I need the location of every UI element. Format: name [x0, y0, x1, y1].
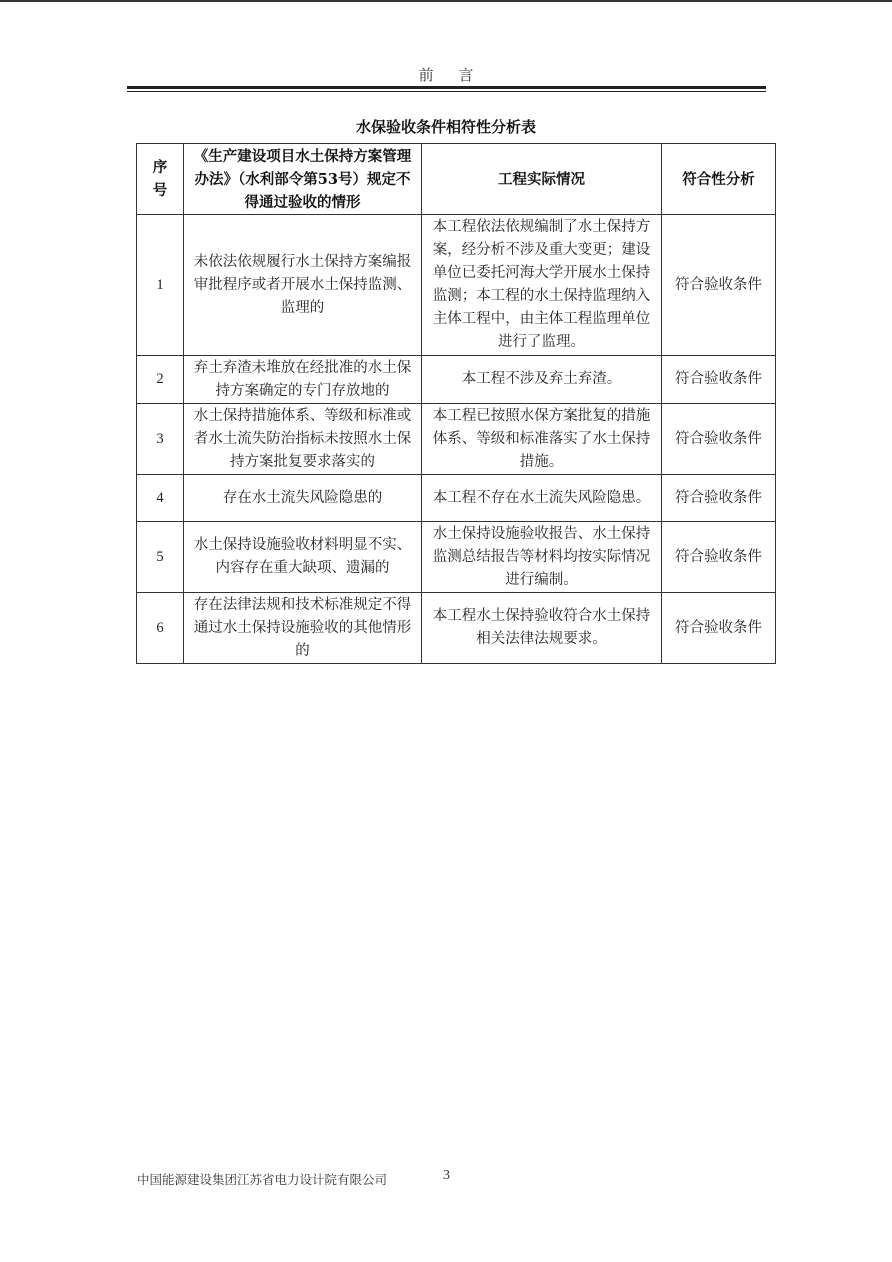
row-actual: 本工程依法依规编制了水土保持方案，经分析不涉及重大变更；建设单位已委托河海大学开展水土保持监测；本工程的水土保持监理纳入主体工程中，由主体工程监理单位进行了监理。 — [422, 215, 662, 356]
header-seq — [137, 144, 184, 215]
row-seq: 5 — [137, 522, 184, 593]
row-seq: 6 — [137, 593, 184, 664]
table-row — [137, 404, 776, 475]
table-header-row — [137, 144, 776, 215]
running-header-title: 前 言 — [418, 66, 484, 84]
row-compliance: 符合验收条件 — [662, 215, 776, 356]
row-regulation: 水土保持设施验收材料明显不实、内容存在重大缺项、遗漏的 — [184, 522, 422, 593]
row-regulation: 存在法律法规和技术标准规定不得通过水土保持设施验收的其他情形的 — [184, 593, 422, 664]
table-row — [137, 522, 776, 593]
table-row — [137, 593, 776, 664]
row-compliance: 符合验收条件 — [662, 475, 776, 522]
row-regulation: 存在水土流失风险隐患的 — [184, 475, 422, 522]
header-seq-line-1: 序 — [152, 159, 168, 176]
table-row — [137, 215, 776, 356]
footer-page-number: 3 — [443, 1168, 450, 1183]
table-row — [137, 356, 776, 404]
row-compliance: 符合验收条件 — [662, 593, 776, 664]
row-regulation: 未依法依规履行水土保持方案编报审批程序或者开展水土保持监测、监理的 — [184, 215, 422, 356]
header-compliance: 符合性分析 — [662, 144, 776, 215]
row-compliance: 符合验收条件 — [662, 404, 776, 475]
table-title: 水保验收条件相符性分析表 — [355, 118, 536, 136]
page-top-border — [0, 0, 892, 2]
row-actual: 水土保持设施验收报告、水土保持监测总结报告等材料均按实际情况进行编制。 — [422, 522, 662, 593]
header-seq-line-2: 号 — [152, 182, 168, 199]
table-row — [137, 475, 776, 522]
row-seq: 4 — [137, 475, 184, 522]
header-regulation: 《生产建设项目水土保持方案管理办法》（水利部令第53号）规定不得通过验收的情形 — [184, 144, 422, 215]
header-rule-thin — [127, 91, 766, 92]
row-seq: 3 — [137, 404, 184, 475]
header-rule-thick — [127, 86, 766, 89]
row-actual: 本工程不涉及弃土弃渣。 — [422, 356, 662, 404]
row-compliance: 符合验收条件 — [662, 356, 776, 404]
compliance-analysis-table — [136, 143, 776, 664]
row-actual: 本工程水土保持验收符合水土保持相关法律法规要求。 — [422, 593, 662, 664]
row-regulation: 弃土弃渣未堆放在经批准的水土保持方案确定的专门存放地的 — [184, 356, 422, 404]
row-seq: 2 — [137, 356, 184, 404]
footer-company-name: 中国能源建设集团江苏省电力设计院有限公司 — [137, 1172, 388, 1187]
row-actual: 本工程不存在水土流失风险隐患。 — [422, 475, 662, 522]
row-actual: 本工程已按照水保方案批复的措施体系、等级和标准落实了水土保持措施。 — [422, 404, 662, 475]
row-regulation: 水土保持措施体系、等级和标准或者水土流失防治指标未按照水土保持方案批复要求落实的 — [184, 404, 422, 475]
row-seq: 1 — [137, 215, 184, 356]
header-actual-situation: 工程实际情况 — [422, 144, 662, 215]
row-compliance: 符合验收条件 — [662, 522, 776, 593]
